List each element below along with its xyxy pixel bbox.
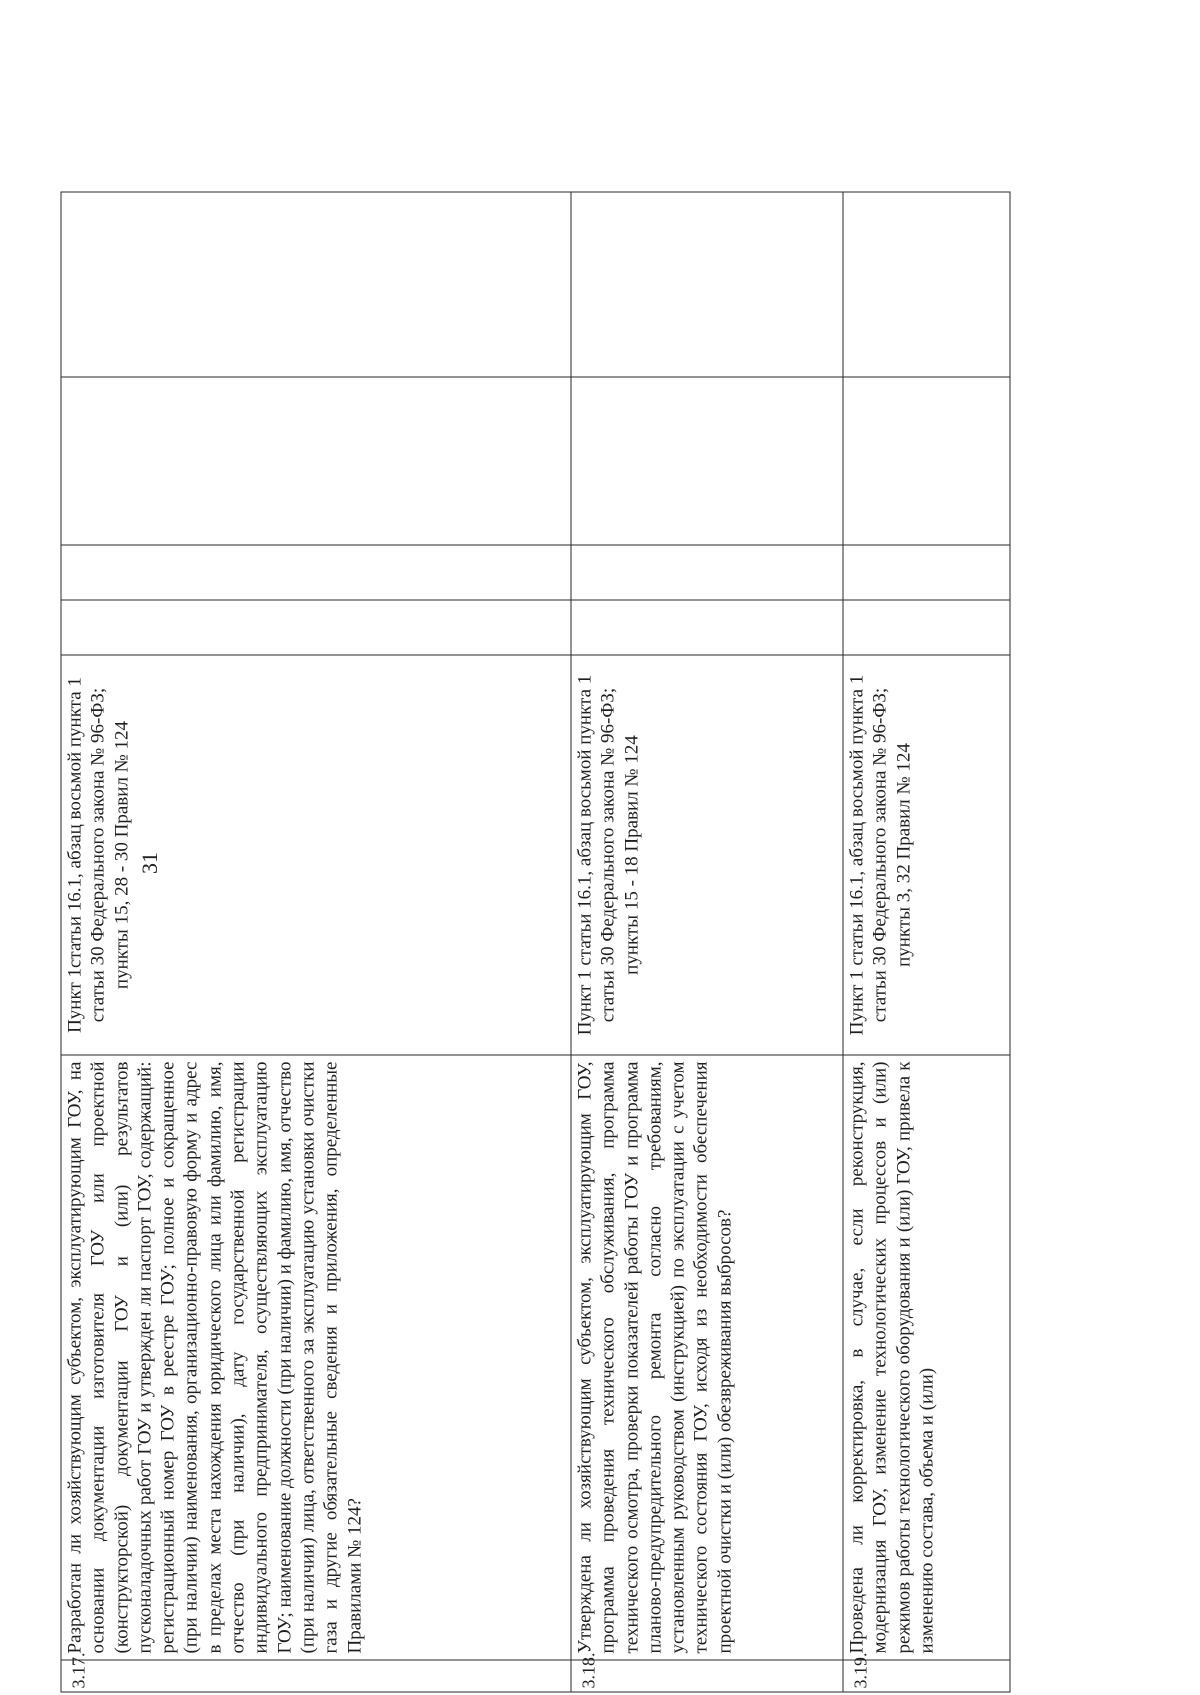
answer-yes-cell <box>843 600 1010 655</box>
legal-reference-cell <box>843 655 1010 1055</box>
item-number: 3.18. <box>571 1660 843 1692</box>
question-text: Проведена ли корректировка, в случае, если реконструкция, модернизация ГОУ, изменение технологических процессов и (или) режимов работы технологического оборудования и (или) ГОУ, привела к изменению состава, объема и (или) <box>846 1061 938 1654</box>
reference-rules: пункты 15, 28 - 30 Правил № 124 <box>111 720 133 990</box>
item-number: 3.17. <box>61 1660 571 1692</box>
reference-rules: пункты 15 - 18 Правил № 124 <box>621 735 643 975</box>
table-row <box>61 192 571 1692</box>
answer-not-applicable-cell <box>61 377 571 545</box>
answer-yes-cell <box>571 600 843 655</box>
checklist-table <box>61 192 1011 1693</box>
reference-law: Пункт 1статьи 16.1, абзац восьмой пункта 1 статьи 30 Федерального закона № 96-ФЗ; <box>64 677 109 1033</box>
page-number: 31 <box>137 852 162 874</box>
question-cell <box>843 1055 1010 1660</box>
question-cell: Разработан ли хозяйствующим субъектом, эксплуатирующим ГОУ, на основании документации изготовителя ГОУ или проектной (конструкторской) документации ГОУ и (или) результатов пусконаладочных работ ГОУ и утвержден ли паспорт ГОУ, содержащий: регистрационный номер ГОУ в реестре ГОУ; полное и сокращенное (при наличии) наименования, организационно-правовую форму и адрес в пределах места нахождения юридического лица или фамилию, имя, отчество (при наличии), дату государственной регистрации индивидуального предпринимателя, осуществляющих эксплуатацию ГОУ; наименование должности (при наличии) и фамилию, имя, отчество (при наличии) лица, ответственного за эксплуатацию установки очистки газа и другие обязательные сведения и приложения, определенные Правилами № 124? <box>61 1055 571 1660</box>
answer-no-cell <box>61 545 571 600</box>
note-cell <box>843 192 1010 377</box>
reference-law: Пункт 1 статьи 16.1, абзац восьмой пункта 1 статьи 30 Федерального закона № 96-ФЗ; <box>846 674 891 1036</box>
legal-reference-cell <box>571 655 843 1055</box>
question-cell: Утверждена ли хозяйствующим субъектом, эксплуатирующим ГОУ, программа проведения технического обслуживания, программа технического осмотра, проверки показателей работы ГОУ и программа планово-предупредительного ремонта согласно требованиям, установленным руководством (инструкцией) по эксплуатации с учетом технического состояния ГОУ, исходя из необходимости обеспечения проектной очистки и (или) обезвреживания выбросов? <box>571 1055 843 1660</box>
note-cell <box>61 192 571 377</box>
answer-no-cell <box>571 545 843 600</box>
reference-rules: пункты 3, 32 Правил № 124 <box>893 743 915 967</box>
answer-not-applicable-cell <box>843 377 1010 545</box>
table-row <box>571 192 843 1692</box>
reference-law: Пункт 1 статьи 16.1, абзац восьмой пункта 1 статьи 30 Федерального закона № 96-ФЗ; <box>574 674 619 1036</box>
answer-not-applicable-cell <box>571 377 843 545</box>
item-number: 3.19. <box>843 1660 1010 1692</box>
table-row <box>843 192 1010 1692</box>
note-cell <box>571 192 843 377</box>
answer-no-cell <box>843 545 1010 600</box>
answer-yes-cell <box>61 600 571 655</box>
legal-reference-cell <box>61 655 571 1055</box>
